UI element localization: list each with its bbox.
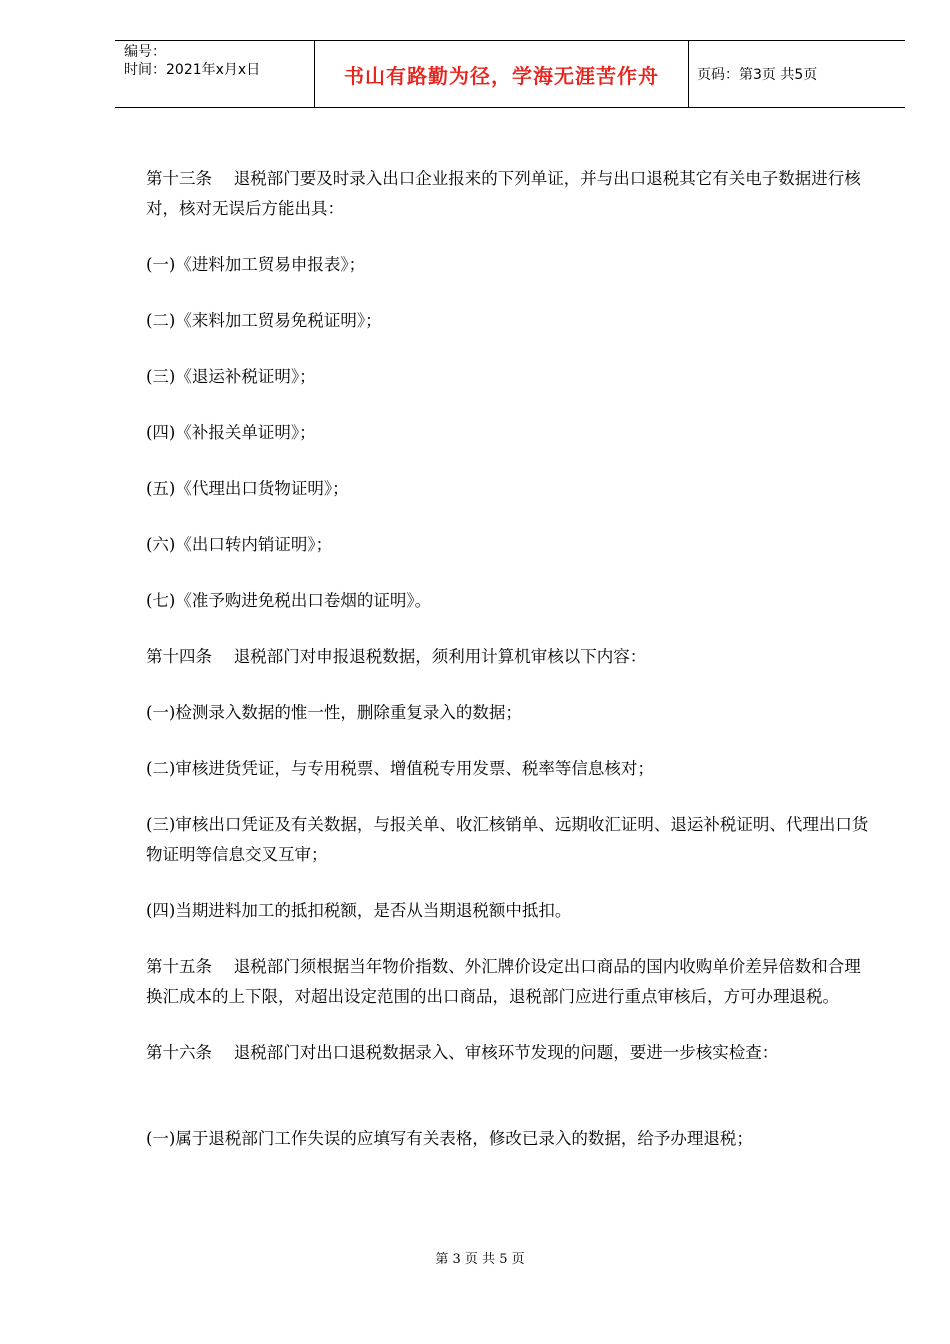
list-item: (一)属于退税部门工作失误的应填写有关表格，修改已录入的数据，给予办理退税；: [146, 1129, 753, 1148]
list-item: (七)《准予购进免税出口卷烟的证明》。: [146, 591, 432, 610]
serial-label: 编号：: [124, 44, 166, 60]
list-item: (一)检测录入数据的惟一性，删除重复录入的数据；: [146, 703, 522, 722]
list-item: (一)《进料加工贸易申报表》；: [146, 255, 366, 274]
article-16: 第十六条 退税部门对出口退税数据录入、审核环节发现的问题，要进一步核实检查：: [146, 1043, 779, 1062]
list-item: (三)《退运补税证明》；: [146, 367, 316, 386]
article-14: 第十四条 退税部门对申报退税数据，须利用计算机审核以下内容：: [146, 647, 647, 666]
header-motto: 书山有路勤为径，学海无涯苦作舟: [344, 63, 659, 88]
list-item: (六)《出口转内销证明》；: [146, 535, 333, 554]
page-header: [115, 40, 905, 108]
header-page-info: 页码：第3页 共5页: [697, 67, 818, 83]
header-meta: [115, 41, 315, 107]
article-13: 第十三条 退税部门要及时录入出口企业报来的下列单证，并与出口退税其它有关电子数据进行核对，核对无误后方能出具：: [146, 169, 861, 218]
article-15: 第十五条 退税部门须根据当年物价指数、外汇牌价设定出口商品的国内收购单价差异倍数和合理换汇成本的上下限，对超出设定范围的出口商品，退税部门应进行重点审核后，方可办理退税。: [146, 957, 861, 1006]
list-item: (二)《来料加工贸易免税证明》；: [146, 311, 382, 330]
page-footer: 第 3 页 共 5 页: [435, 1252, 525, 1267]
list-item: (四)《补报关单证明》；: [146, 423, 316, 442]
list-item: (三)审核出口凭证及有关数据，与报关单、收汇核销单、远期收汇证明、退运补税证明、代理出口货物证明等信息交叉互审；: [146, 815, 869, 864]
header-motto-cell: [315, 41, 689, 107]
list-item: (二)审核进货凭证，与专用税票、增值税专用发票、税率等信息核对；: [146, 759, 654, 778]
list-item: (五)《代理出口货物证明》；: [146, 479, 349, 498]
list-item: (四)当期进料加工的抵扣税额，是否从当期退税额中抵扣。: [146, 901, 572, 920]
document-body: [146, 164, 876, 1180]
time-label: 时间：2021年x月x日: [124, 62, 261, 78]
